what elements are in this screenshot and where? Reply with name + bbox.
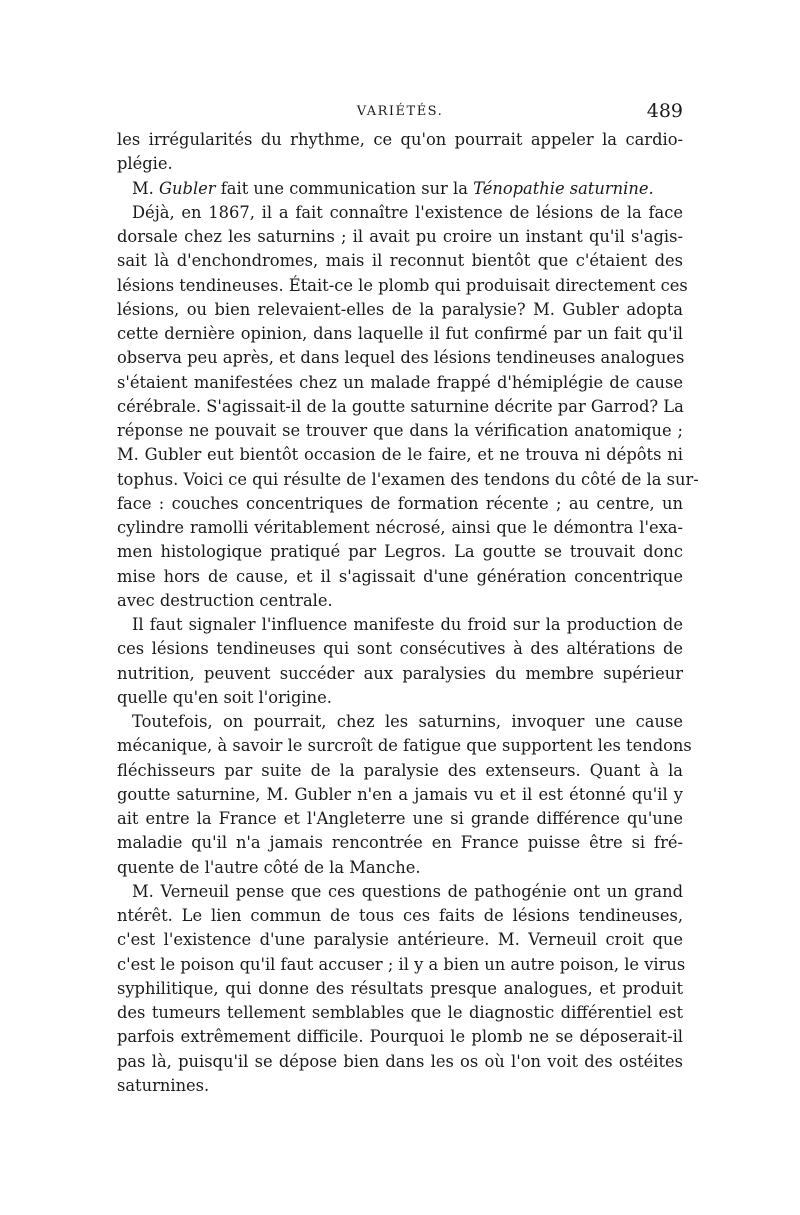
text-line: maladie qu'il n'a jamais rencontrée en France puisse être si fré- [117,833,683,853]
text-line: ait entre la France et l'Angleterre une si grande différence qu'une [117,809,683,828]
text-line: pas là, puisqu'il se dépose bien dans les os où l'on voit des ostéites [117,1051,683,1071]
text-line: quente de l'autre côté de la Manche. [117,857,421,877]
text-line: Toutefois, on pourrait, chez les saturnins, invoquer une cause [132,712,683,731]
text-line: ntérêt. Le lien commun de tous ces faits de lésions tendineuses, [117,906,683,925]
author-name: Gubler [159,178,216,198]
text-line: men histologique pratiqué par Legros. La goutte se trouvait donc [117,542,683,562]
text-line: Déjà, en 1867, il a fait connaître l'existence de lésions de la face [132,202,683,222]
text-line: saturnines. [117,1075,210,1095]
text-line: fléchisseurs par suite de la paralysie des extenseurs. Quant à la [117,760,683,780]
text-line: observa peu après, et dans lequel des lésions tendineuses analogues [117,348,685,368]
communication-title: Ténopathie saturnine. [473,178,654,198]
text-run: M. [132,178,160,198]
text-line: Il faut signaler l'influence manifeste du froid sur la production de [132,615,683,634]
text-line: des tumeurs tellement semblables que le diagnostic différentiel est [117,1003,683,1022]
text-line: c'est le poison qu'il faut accuser ; il y a bien un autre poison, le virus [117,954,686,974]
text-line: avec destruction centrale. [117,590,333,610]
text-line: mécanique, à savoir le surcroît de fatigue que supportent les tendons [117,736,692,756]
text-line: dorsale chez les saturnins ; il avait pu croire un instant qu'il s'agis- [117,227,683,246]
running-title: VARIÉTÉS. [356,104,444,119]
text-line: ces lésions tendineuses qui sont consécutives à des altérations de [117,639,683,659]
text-line: s'étaient manifestées chez un malade frappé d'hémiplégie de cause [117,372,683,392]
text-run: fait une communication sur la [215,178,474,198]
text-line: cette dernière opinion, dans laquelle il fut confirmé par un fait qu'il [117,324,683,343]
text-line: mise hors de cause, et il s'agissait d'une génération concentrique [117,566,683,586]
text-line: les irrégularités du rhythme, ce qu'on pourrait appeler la cardio- [117,130,683,149]
page-number: 489 [646,100,683,122]
text-line: lésions, ou bien relevaient-elles de la paralysie? M. Gubler adopta [117,299,683,319]
text-line: cylindre ramolli véritablement nécrosé, ainsi que le démontra l'exa- [117,518,683,537]
body-text [117,128,699,1098]
text-line: syphilitique, qui donne des résultats presque analogues, et produit [117,978,683,998]
text-line: plégie. [117,154,173,174]
text-line: c'est l'existence d'une paralysie antérieure. M. Verneuil croit que [117,930,683,950]
text-line [117,177,683,201]
text-line: face : couches concentriques de formation récente ; au centre, un [117,493,683,513]
text-line: M. Gubler eut bientôt occasion de le faire, et ne trouva ni dépôts ni [117,445,683,465]
text-line: sait là d'enchondromes, mais il reconnut bientôt que c'étaient des [117,251,683,271]
text-line: cérébrale. S'agissait-il de la goutte saturnine décrite par Garrod? La [117,396,684,416]
text-line: M. Verneuil pense que ces questions de pathogénie ont un grand [132,881,683,901]
text-line: réponse ne pouvait se trouver que dans la vérification anatomique ; [117,421,683,440]
text-line: lésions tendineuses. Était-ce le plomb qui produisait directement ces [117,275,688,295]
text-line: goutte saturnine, M. Gubler n'en a jamais vu et il est étonné qu'il y [117,784,683,804]
text-line: quelle qu'en soit l'origine. [117,687,332,707]
running-head [117,100,683,124]
text-line: tophus. Voici ce qui résulte de l'examen des tendons du côté de la sur- [117,469,699,489]
text-line: parfois extrêmement difficile. Pourquoi le plomb ne se déposerait-il [117,1027,683,1047]
text-line: nutrition, peuvent succéder aux paralysies du membre supérieur [117,663,683,683]
